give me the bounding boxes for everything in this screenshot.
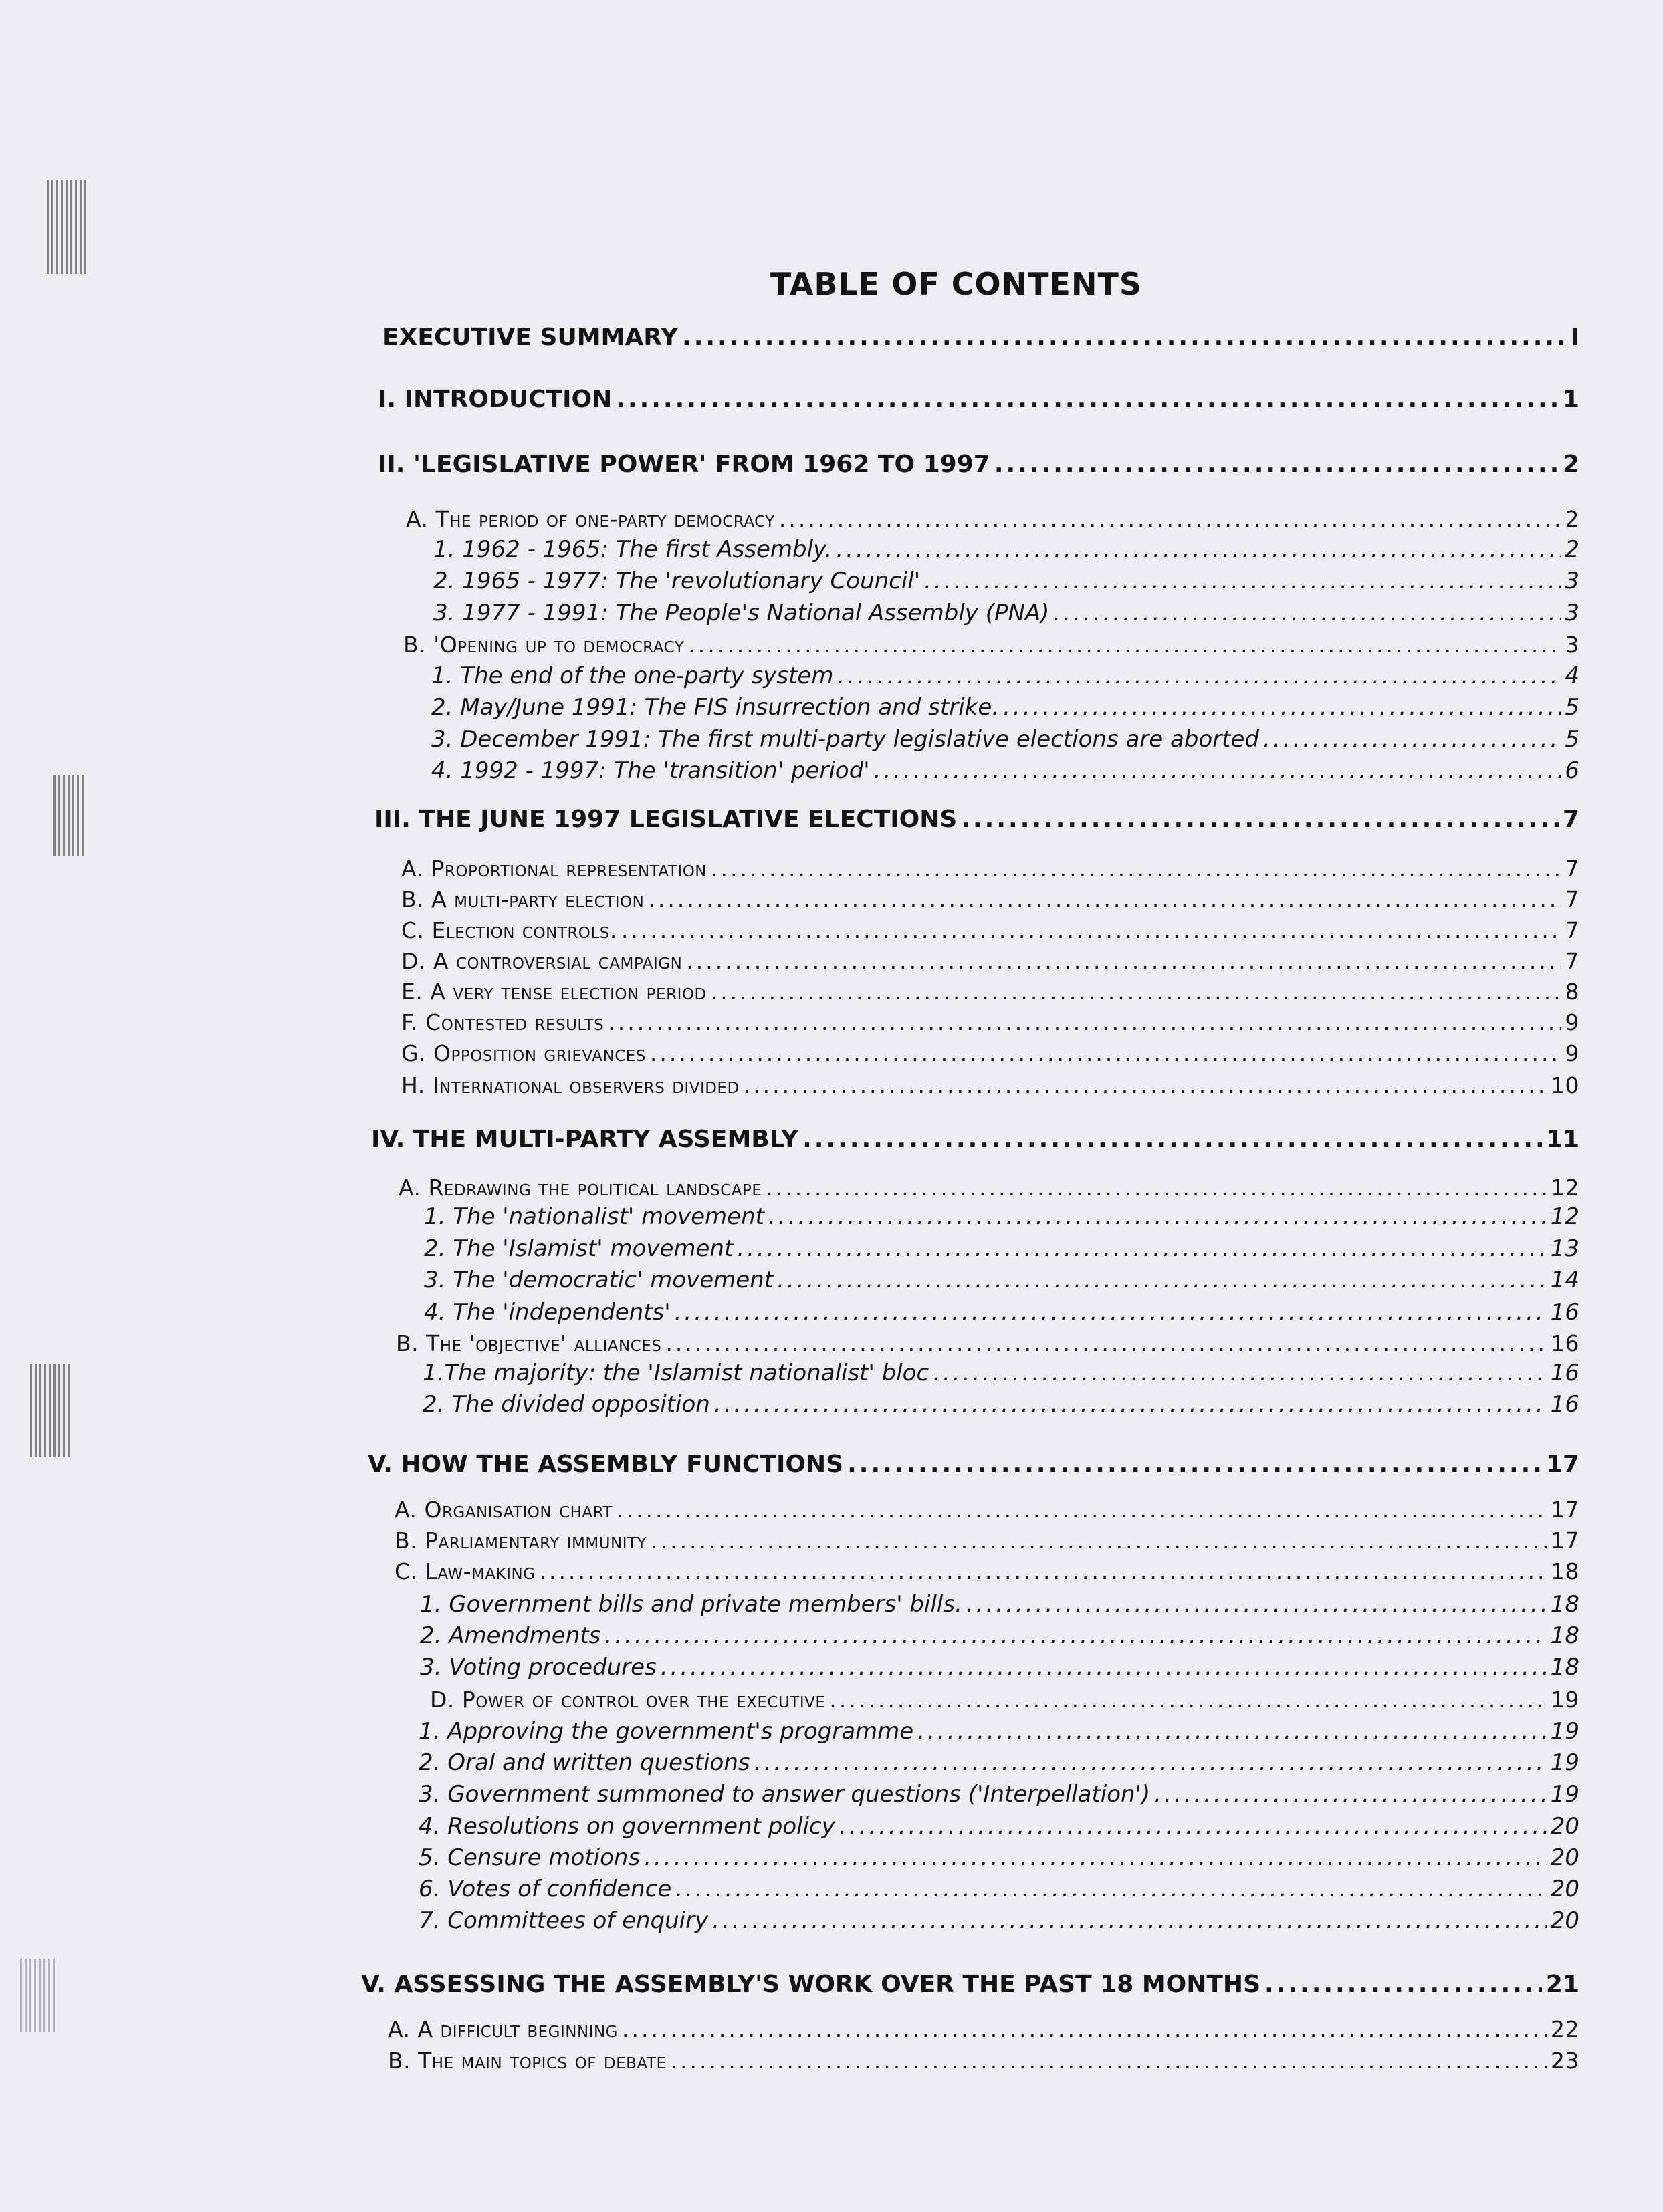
toc-entry-label: C. Election controls. <box>401 917 617 943</box>
toc-entry-page: 1 <box>1562 386 1579 413</box>
toc-entry-label: I. INTRODUCTION <box>378 386 613 413</box>
toc-entry-label: A. Organisation chart <box>395 1497 613 1523</box>
toc-entry <box>395 1527 1579 1554</box>
toc-entry <box>401 917 1579 943</box>
toc-entry-page: 17 <box>1551 1497 1579 1523</box>
toc-entry-page: 3 <box>1565 568 1579 594</box>
toc-entry-page: 3 <box>1565 632 1579 658</box>
scan-artifact <box>53 775 84 856</box>
toc-entry-page: 11 <box>1545 1126 1579 1153</box>
toc-entry <box>430 1687 1579 1713</box>
toc-entry-page: 7 <box>1565 856 1579 882</box>
toc-entry-label: 2. Oral and written questions <box>419 1749 750 1776</box>
toc-entry-page: 20 <box>1550 1813 1579 1840</box>
toc-entry-label: C. Law-making <box>395 1558 536 1584</box>
toc-entry-page: 19 <box>1550 1749 1579 1776</box>
toc-entry-page: 5 <box>1565 694 1579 721</box>
toc-entry <box>433 600 1579 626</box>
toc-entry-page: 13 <box>1550 1235 1579 1262</box>
toc-entry-label: V. HOW THE ASSEMBLY FUNCTIONS <box>368 1451 844 1478</box>
toc-entry-page: 16 <box>1550 1391 1579 1418</box>
toc-entry-label: 7. Committees of enquiry <box>419 1907 709 1934</box>
toc-entry <box>420 1622 1579 1649</box>
toc-entry <box>423 1391 1579 1418</box>
toc-entry-label: 2. 1965 - 1977: The 'revolutionary Council' <box>433 568 921 594</box>
toc-entry-label: 4. Resolutions on government policy <box>419 1813 835 1840</box>
toc-entry-page: 2 <box>1565 536 1579 563</box>
toc-entry <box>420 1654 1579 1681</box>
toc-entry-label: 2. May/June 1991: The FIS insurrection and strike. <box>431 694 1000 721</box>
toc-entry-label: 4. The 'independents' <box>424 1299 671 1326</box>
toc-entry <box>431 694 1579 721</box>
scan-artifact <box>47 180 87 274</box>
toc-entry-page: 20 <box>1550 1907 1579 1934</box>
toc-entry-page: 2 <box>1565 506 1579 532</box>
toc-entry-label: 2. The 'Islamist' movement <box>424 1235 734 1262</box>
toc-entry-page: 4 <box>1565 662 1579 689</box>
toc-entry-page: 7 <box>1562 806 1579 833</box>
toc-entry-label: 3. 1977 - 1991: The People's National Assembly (PNA) <box>433 600 1050 626</box>
toc-entry <box>401 886 1579 912</box>
toc-entry-page: 12 <box>1550 1203 1579 1230</box>
toc-entry <box>419 1749 1579 1776</box>
toc-entry-label: 1. Government bills and private members' bills. <box>420 1591 962 1618</box>
toc-entry-label: H. International observers divided <box>401 1072 740 1098</box>
toc-entry-label: E. A very tense election period <box>401 979 707 1005</box>
toc-entry-label: 1. The end of the one-party system <box>431 662 834 689</box>
toc-entry-label: II. 'LEGISLATIVE POWER' FROM 1962 TO 1997 <box>378 451 990 478</box>
toc-entry-label: D. A controversial campaign <box>401 948 683 974</box>
toc-entry-page: 12 <box>1551 1175 1579 1201</box>
toc-entry <box>424 1203 1579 1230</box>
toc-entry-page: 3 <box>1565 600 1579 626</box>
toc-entry <box>382 324 1579 351</box>
toc-entry-page: 8 <box>1565 979 1579 1005</box>
toc-entry <box>374 806 1579 833</box>
toc-entry <box>419 1813 1579 1840</box>
toc-entry <box>401 1009 1579 1035</box>
toc-entry-label: D. Power of control over the executive <box>430 1687 826 1713</box>
toc-entry-page: 9 <box>1565 1009 1579 1035</box>
toc-entry-page: 16 <box>1550 1360 1579 1386</box>
toc-entry <box>431 757 1579 784</box>
toc-entry-label: 1. The 'nationalist' movement <box>424 1203 764 1230</box>
toc-entry-label: 5. Censure motions <box>419 1844 641 1871</box>
toc-entry-label: F. Contested results <box>401 1009 604 1035</box>
toc-entry-label: 6. Votes of confidence <box>419 1876 672 1902</box>
toc-entry-page: 19 <box>1551 1687 1579 1713</box>
scan-artifact <box>30 1364 70 1457</box>
toc-entry-page: 6 <box>1565 757 1579 784</box>
toc-entry <box>399 1175 1579 1201</box>
toc-entry-label: A. Redrawing the political landscape <box>399 1175 762 1201</box>
toc-entry <box>401 1040 1579 1066</box>
toc-entry-page: 7 <box>1565 886 1579 912</box>
toc-entry <box>395 1558 1579 1584</box>
toc-entry <box>388 2048 1579 2074</box>
toc-entry-label: B. The 'objective' alliances <box>396 1330 662 1356</box>
toc-entry-label: III. THE JUNE 1997 LEGISLATIVE ELECTIONS <box>374 806 958 833</box>
toc-entry-page: 17 <box>1551 1527 1579 1554</box>
toc-entry <box>395 1497 1579 1523</box>
scan-artifact <box>20 1959 57 2032</box>
toc-entry-page: 20 <box>1550 1876 1579 1902</box>
toc-entry-label: A. The period of one-party democracy <box>406 506 775 532</box>
toc-entry-label: A. A difficult beginning <box>388 2016 618 2042</box>
toc-entry-label: 2. The divided opposition <box>423 1391 710 1418</box>
toc-entry <box>424 1299 1579 1326</box>
toc-entry-label: V. ASSESSING THE ASSEMBLY'S WORK OVER THE PAST 18 MONTHS <box>361 1971 1260 1998</box>
toc-entry <box>403 632 1579 658</box>
toc-entry <box>423 1360 1579 1386</box>
toc-entry-label: 1.The majority: the 'Islamist nationalist' bloc <box>423 1360 929 1386</box>
toc-entry <box>431 726 1579 753</box>
toc-entry <box>401 856 1579 882</box>
toc-entry <box>378 451 1579 478</box>
toc-entry-label: B. 'Opening up to democracy <box>403 632 685 658</box>
toc-entry-label: 3. Government summoned to answer questions ('Interpellation') <box>419 1781 1151 1808</box>
toc-entry-page: 18 <box>1550 1591 1579 1618</box>
toc-entry-page: 10 <box>1551 1072 1579 1098</box>
toc-entry-label: EXECUTIVE SUMMARY <box>382 324 679 351</box>
toc-entry <box>433 536 1579 563</box>
toc-entry-label: 3. December 1991: The first multi-party legislative elections are aborted <box>431 726 1260 753</box>
toc-entry-page: 7 <box>1565 917 1579 943</box>
toc-entry-label: IV. THE MULTI-PARTY ASSEMBLY <box>371 1126 799 1153</box>
toc-entry <box>424 1235 1579 1262</box>
toc-entry <box>420 1591 1579 1618</box>
toc-entry-page: 16 <box>1551 1330 1579 1356</box>
toc-entry-page: 16 <box>1550 1299 1579 1326</box>
toc-entry <box>419 1781 1579 1808</box>
toc-entry-label: 4. 1992 - 1997: The 'transition' period' <box>431 757 870 784</box>
toc-entry-page: 20 <box>1550 1844 1579 1871</box>
toc-entry-page: 19 <box>1550 1781 1579 1808</box>
toc-entry-page: 2 <box>1562 451 1579 478</box>
toc-entry <box>424 1267 1579 1294</box>
toc-entry-label: B. A multi-party election <box>401 886 645 912</box>
toc-entry <box>388 2016 1579 2042</box>
toc-entry <box>368 1451 1579 1478</box>
toc-entry-page: 22 <box>1551 2016 1579 2042</box>
toc-entry-page: 18 <box>1550 1622 1579 1649</box>
toc-entry-page: 9 <box>1565 1040 1579 1066</box>
toc-entry-page: 18 <box>1550 1654 1579 1681</box>
toc-entry <box>378 386 1579 413</box>
toc-entry <box>431 662 1579 689</box>
toc-entry <box>371 1126 1579 1153</box>
toc-entry-label: 3. The 'democratic' movement <box>424 1267 774 1294</box>
toc-entry-page: I <box>1570 324 1579 351</box>
toc-entry <box>406 506 1579 532</box>
toc-entry-page: 7 <box>1565 948 1579 974</box>
toc-entry-label: 3. Voting procedures <box>420 1654 657 1681</box>
toc-entry <box>396 1330 1579 1356</box>
toc-entry-page: 21 <box>1545 1971 1579 1998</box>
toc-entry-label: G. Opposition grievances <box>401 1040 646 1066</box>
toc-entry-label: B. The main topics of debate <box>388 2048 667 2074</box>
toc-entry-label: B. Parliamentary immunity <box>395 1527 647 1554</box>
toc-entry-page: 14 <box>1550 1267 1579 1294</box>
toc-entry-label: 2. Amendments <box>420 1622 601 1649</box>
page-title: TABLE OF CONTENTS <box>770 266 1142 302</box>
toc-entry <box>419 1718 1579 1745</box>
toc-entry-label: 1. Approving the government's programme <box>419 1718 914 1745</box>
toc-entry-page: 5 <box>1565 726 1579 753</box>
toc-entry-page: 18 <box>1551 1558 1579 1584</box>
toc-entry-page: 19 <box>1550 1718 1579 1745</box>
toc-entry <box>419 1844 1579 1871</box>
toc-entry <box>401 1072 1579 1098</box>
toc-entry-page: 23 <box>1551 2048 1579 2074</box>
toc-entry-page: 17 <box>1545 1451 1579 1478</box>
toc-entry <box>401 979 1579 1005</box>
toc-entry <box>401 948 1579 974</box>
toc-entry-label: 1. 1962 - 1965: The first Assembly. <box>433 536 833 563</box>
toc-entry <box>419 1876 1579 1902</box>
toc-entry <box>433 568 1579 594</box>
toc-entry <box>419 1907 1579 1934</box>
toc-entry-label: A. Proportional representation <box>401 856 707 882</box>
toc-entry <box>361 1971 1579 1998</box>
